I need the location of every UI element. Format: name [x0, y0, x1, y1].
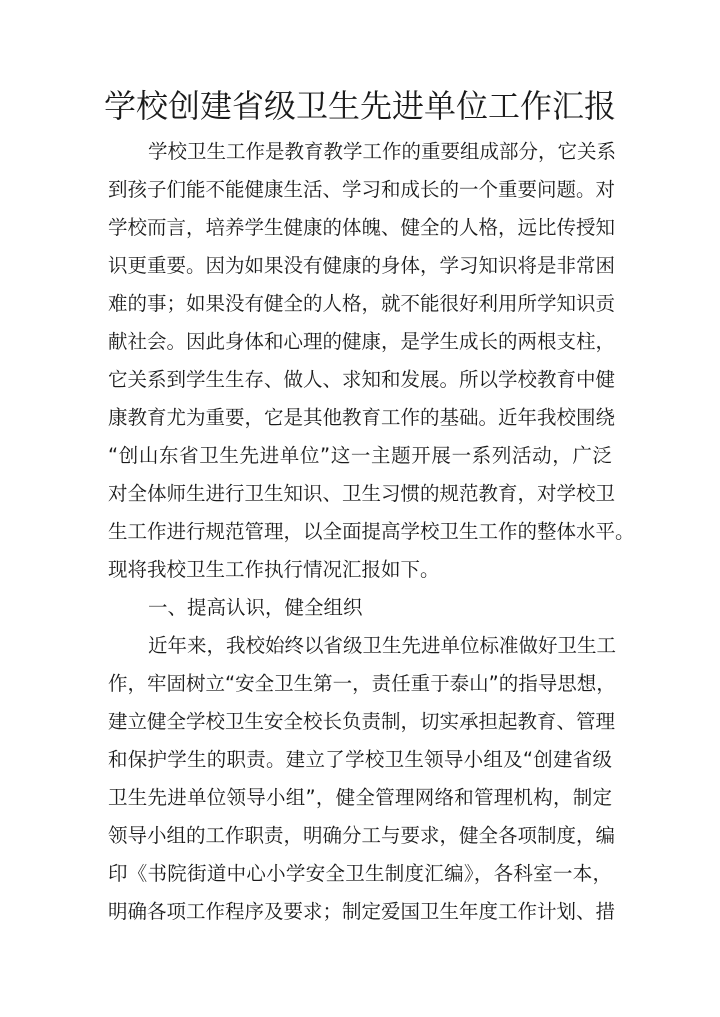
paragraph-line: “创山东省卫生先进单位”这一主题开展一系列活动，广泛	[108, 444, 612, 467]
paragraph-line: 近年来，我校始终以省级卫生先进单位标准做好卫生工	[148, 634, 617, 657]
paragraph-line: 作，牢固树立“安全卫生第一，责任重于泰山”的指导思想，	[108, 672, 616, 695]
paragraph-line: 康教育尤为重要，它是其他教育工作的基础。近年我校围绕	[108, 406, 616, 429]
paragraph-line: 学校而言，培养学生健康的体魄、健全的人格，远比传授知	[108, 216, 616, 239]
paragraph-line: 生工作进行规范管理，以全面提高学校卫生工作的整体水平。	[108, 520, 635, 543]
paragraph-line: 和保护学生的职责。建立了学校卫生领导小组及“创建省级	[108, 748, 612, 771]
paragraph-line: 献社会。因此身体和心理的健康，是学生成长的两根支柱，	[108, 330, 616, 353]
paragraph-line: 印《书院街道中心小学安全卫生制度汇编》，各科室一本，	[108, 862, 612, 885]
paragraph-line: 领导小组的工作职责，明确分工与要求，健全各项制度，编	[108, 824, 616, 847]
paragraph-line: 对全体师生进行卫生知识、卫生习惯的规范教育，对学校卫	[108, 482, 616, 505]
paragraph-line: 难的事；如果没有健全的人格，就不能很好利用所学知识贡	[108, 292, 616, 315]
paragraph-line: 到孩子们能不能健康生活、学习和成长的一个重要问题。对	[108, 178, 616, 201]
paragraph-line: 它关系到学生生存、做人、求知和发展。所以学校教育中健	[108, 368, 616, 391]
paragraph-line: 现将我校卫生工作执行情况汇报如下。	[108, 558, 440, 581]
paragraph-line: 明确各项工作程序及要求；制定爱国卫生年度工作计划、措	[108, 900, 616, 923]
section-heading: 一、提高认识，健全组织	[148, 596, 363, 619]
paragraph-line: 卫生先进单位领导小组”，健全管理网络和管理机构，制定	[108, 786, 612, 809]
paragraph-line: 建立健全学校卫生安全校长负责制，切实承担起教育、管理	[108, 710, 616, 733]
document-title: 学校创建省级卫生先进单位工作汇报	[103, 87, 616, 125]
paragraph-line: 学校卫生工作是教育教学工作的重要组成部分，它关系	[148, 140, 617, 163]
paragraph-line: 识更重要。因为如果没有健康的身体，学习知识将是非常困	[108, 254, 616, 277]
